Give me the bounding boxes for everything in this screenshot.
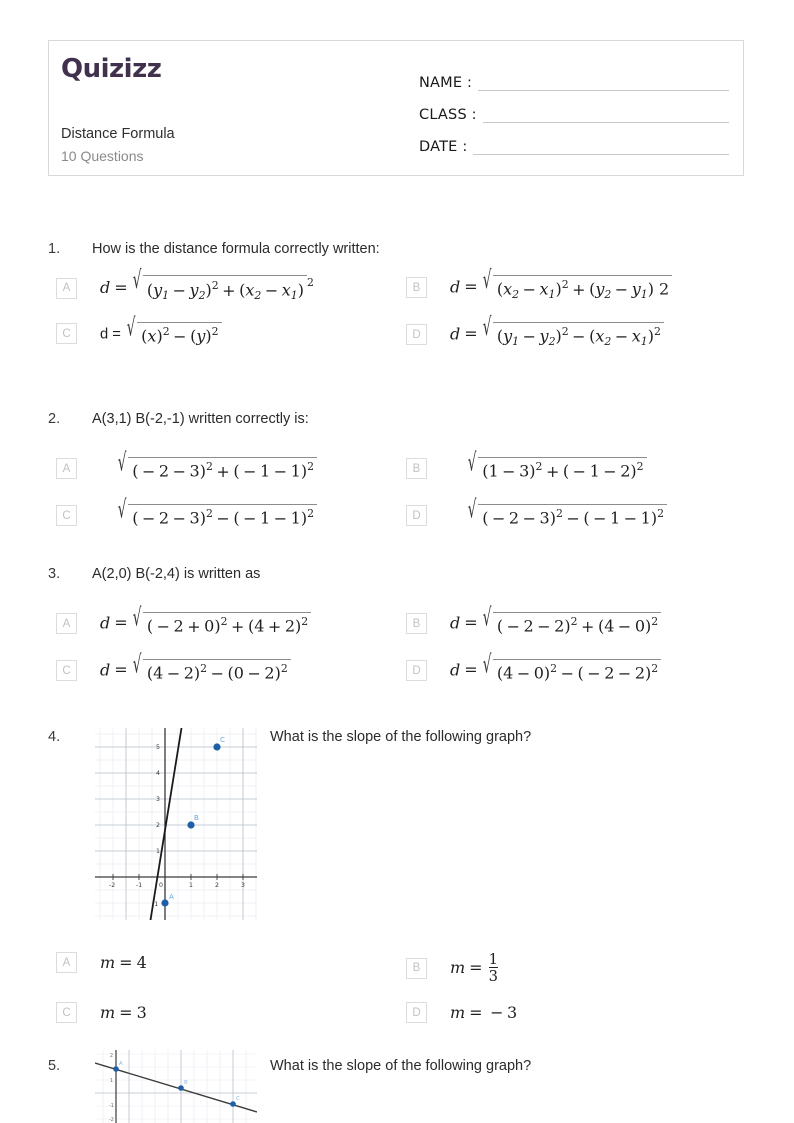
question-3-option-b[interactable] <box>406 602 746 636</box>
question-count: 10 Questions <box>61 148 144 164</box>
option-badge-d: D <box>406 324 427 345</box>
question-5-text: What is the slope of the following graph? <box>270 1058 532 1074</box>
question-3-option-d[interactable] <box>406 649 746 683</box>
graph-point-b <box>187 821 194 828</box>
date-field-input[interactable] <box>473 138 729 155</box>
graph-label-a: A <box>169 893 174 901</box>
graph-label-b: B <box>184 1080 188 1086</box>
question-1 <box>48 240 748 369</box>
option-badge-a: A <box>56 278 77 299</box>
option-badge-b: B <box>406 458 427 479</box>
option-b-formula: d = √ ( − $2 - 2)^2 + (4 - 0)^2$ <box>450 612 661 636</box>
graph-point-a <box>113 1066 119 1072</box>
graph-q4 <box>95 728 257 920</box>
option-badge-c: C <box>56 505 77 526</box>
question-1-option-d[interactable] <box>406 311 746 348</box>
graph-q4-svg <box>95 728 257 920</box>
ytick-4: 4 <box>156 770 160 777</box>
xtick-2: 2 <box>215 882 219 889</box>
option-badge-b: B <box>406 277 427 298</box>
question-2 <box>48 410 748 551</box>
question-4-option-a[interactable] <box>56 952 396 973</box>
question-3-header <box>48 565 748 584</box>
option-c-formula: m = 3 <box>100 1003 147 1022</box>
option-c-formula: √ ( − 2 − 3)$^2$ − ( − 1 − 1)$^2$ <box>117 504 317 528</box>
question-3-option-c[interactable] <box>56 649 396 683</box>
xtick-0: 0 <box>159 882 163 889</box>
question-4-option-d[interactable] <box>406 1002 746 1023</box>
question-1-text: How is the distance formula correctly written: <box>92 241 380 257</box>
ytick--1: -1 <box>109 1104 114 1109</box>
option-badge-d: D <box>406 660 427 681</box>
option-badge-d: D <box>406 505 427 526</box>
option-a-formula: d = √ $(y_1 - y_2)^2 + (x_2 - x_1)$ $^2$ <box>100 264 314 302</box>
option-badge-a: A <box>56 952 77 973</box>
option-d-formula: d = √ $(y_1 - y_2)^2 - (x_2 - x_1)^2$ <box>450 322 664 348</box>
page-title: Distance Formula <box>61 126 175 142</box>
question-3-number: 3. <box>48 566 61 582</box>
question-4-answer-block <box>48 952 748 1044</box>
xtick-1: 1 <box>189 882 193 889</box>
xtick--1: -1 <box>136 882 143 889</box>
date-field-row <box>419 135 729 155</box>
name-field-row <box>419 71 729 91</box>
graph-label-a: A <box>119 1061 123 1067</box>
xtick-3: 3 <box>241 882 245 889</box>
xtick--2: -2 <box>109 882 116 889</box>
question-2-text: A(3,1) B(-2,-1) written correctly is: <box>92 411 309 427</box>
graph-point-a <box>161 899 168 906</box>
question-1-options <box>48 264 748 369</box>
option-a-formula: m = 4 <box>100 953 147 972</box>
question-3-option-a[interactable] <box>56 602 396 636</box>
graph-label-b: B <box>194 814 199 822</box>
ytick-3: 3 <box>156 796 160 803</box>
question-2-number: 2. <box>48 411 61 427</box>
ytick-1: 1 <box>110 1079 114 1084</box>
worksheet-header-card <box>48 40 744 176</box>
question-2-option-d[interactable] <box>406 494 746 528</box>
option-badge-b: B <box>406 613 427 634</box>
option-a-formula: √ ( − 2 − 3)$^2$ + ( − 1 − 1)$^2$ <box>117 457 317 481</box>
option-d-formula: √ ( − 2 − 3)$^2$ − ( − 1 − 1)$^2$ <box>467 504 667 528</box>
question-2-option-a[interactable] <box>56 447 396 481</box>
ytick-2: 2 <box>156 822 160 829</box>
question-1-header <box>48 240 748 259</box>
option-badge-c: C <box>56 323 77 344</box>
graph-point-c <box>230 1101 236 1107</box>
question-4-option-b[interactable] <box>406 952 746 985</box>
question-2-options <box>48 447 748 551</box>
question-3-options <box>48 602 748 706</box>
class-field-label: CLASS : <box>419 107 477 123</box>
ytick--2: -2 <box>109 1118 114 1123</box>
question-4-text: What is the slope of the following graph? <box>270 729 532 745</box>
ytick-1: 1 <box>156 848 160 855</box>
question-4-number: 4. <box>48 729 61 745</box>
name-field-input[interactable] <box>478 74 729 91</box>
graph-point-c <box>213 743 220 750</box>
option-badge-c: C <box>56 1002 77 1023</box>
question-2-option-b[interactable] <box>406 447 746 481</box>
option-c-formula: d = √ $(x)^2 - (y)^2$ <box>100 322 222 346</box>
class-field-input[interactable] <box>483 106 729 123</box>
question-3-text: A(2,0) B(-2,4) is written as <box>92 566 261 582</box>
question-4-option-c[interactable] <box>56 1002 396 1023</box>
option-b-formula: d = √ $(x_2 - x_1)^2 + (y_2 - y_1)$ 2 <box>450 275 672 301</box>
graph-q5-svg <box>95 1050 257 1123</box>
question-2-option-c[interactable] <box>56 494 396 528</box>
option-badge-b: B <box>406 958 427 979</box>
ytick--1: -1 <box>152 901 159 908</box>
graph-q5 <box>95 1050 257 1123</box>
question-1-option-c[interactable] <box>56 312 396 346</box>
question-1-number: 1. <box>48 241 61 257</box>
ytick-5: 5 <box>156 744 160 751</box>
question-5-number: 5. <box>48 1058 61 1074</box>
ytick-2: 2 <box>110 1054 114 1059</box>
question-2-header <box>48 410 748 429</box>
question-3 <box>48 565 748 706</box>
option-badge-d: D <box>406 1002 427 1023</box>
option-d-formula: d = √ $(4 - 0)^2$ − ( − 2 − 2)$^2$ <box>450 659 661 683</box>
option-b-formula: √ $(1 - 3)^2$ + ( − 1 − 2)$^2$ <box>467 457 647 481</box>
class-field-row <box>419 103 729 123</box>
option-b-formula: m = $\frac{1}{3}$ <box>450 951 498 986</box>
option-badge-c: C <box>56 660 77 681</box>
graph-point-b <box>178 1085 184 1091</box>
date-field-label: DATE : <box>419 139 468 155</box>
option-d-formula: m = − 3 <box>450 1003 518 1022</box>
option-badge-a: A <box>56 458 77 479</box>
option-a-formula: d = √ ( − $2 + 0)^2 + (4 + 2)^2$ <box>100 612 311 636</box>
graph-label-c: C <box>236 1096 240 1102</box>
question-1-option-b[interactable] <box>406 264 746 301</box>
question-4-options <box>48 952 748 1044</box>
option-c-formula: d = √ $(4 - 2)^2 - (0 - 2)^2$ <box>100 659 291 683</box>
name-field-label: NAME : <box>419 75 473 91</box>
option-badge-a: A <box>56 613 77 634</box>
quizizz-logo <box>61 54 161 84</box>
logo-text: Quizizz <box>61 54 162 84</box>
question-1-option-a[interactable] <box>56 264 396 302</box>
graph-label-c: C <box>220 736 225 744</box>
